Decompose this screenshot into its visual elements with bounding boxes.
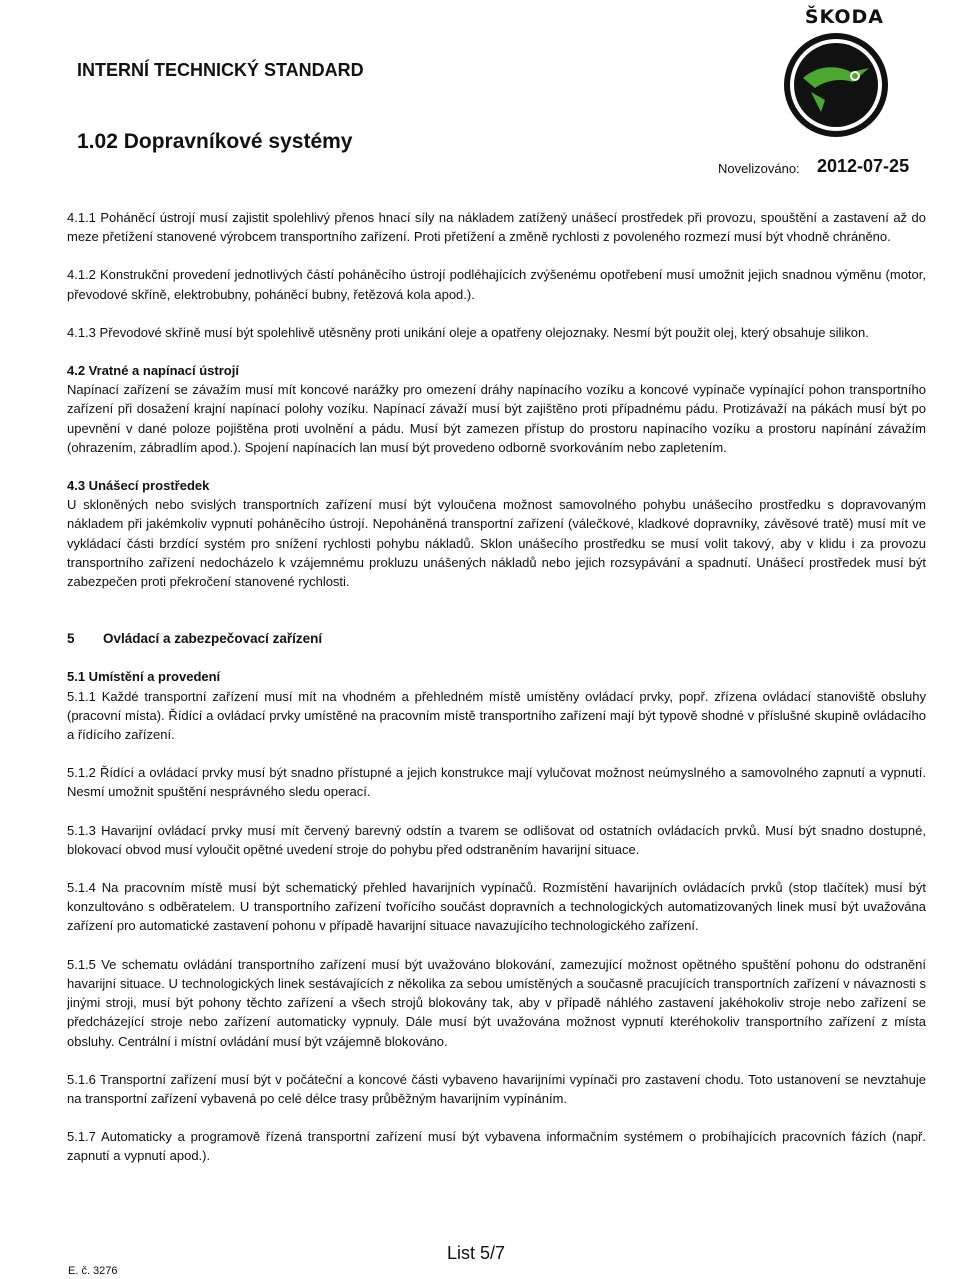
paragraph-5-1-4: 5.1.4 Na pracovním místě musí být schematický přehled havarijních vypínačů. Rozmístění havarijních ovládacích prvků (stop tlačítek) musí být konzultováno s odběratelem. U transportního zařízení tvořícího součást dopravních a technologických automatizovaných linek musí být uvažována zařízení pro automatické zastavení pohonu v případě havarijní situace navazujícího technologického zařízení. (67, 880, 926, 934)
paragraph-5-1-6: 5.1.6 Transportní zařízení musí být v počáteční a koncové části vybaveno havarijními vypínači pro zastavení chodu. Toto ustanovení se nevztahuje na transportní zařízení vybavená po celé délce trasy průběžným havarijním vypínáním. (67, 1071, 926, 1106)
revision-label: Novelizováno: (718, 161, 800, 176)
paragraph-4-3: U skloněných nebo svislých transportních zařízení musí být vyloučena možnost samovolného pohybu unášecího prostředku s dopravovaným nákladem při jakémkoliv vypnutí poháněcího ústrojí. Nepoháněná transportní zařízení (válečkové, kladkové dopravníky, závěsové tratě) musí mít ve vykládací části brzdící systém pro snížení rychlosti pohybu nákladů. Sklon unášecího prostředku se musí volit takový, aby v klidu i za provozu transportního zařízení nedocházelo k vzájemnému prokluzu unášených nákladů nebo jejich rozsypávání a spadnutí. Unášecí prostředek musí být zabezpečen proti překročení stanovené rychlosti. (67, 497, 926, 590)
paragraph-4-1-2: 4.1.2 Konstrukční provedení jednotlivých částí poháněcího ústrojí podléhajících zvýšenému opotřebení musí umožnit jejich snadnou výměnu (motor, převodové skříně, elektrobubny, poháněcí bubny, řetězová kola apod.). (67, 267, 926, 302)
page-number: List 5/7 (447, 1243, 506, 1263)
paragraph-4-2: Napínací zařízení se závažím musí mít koncové narážky pro omezení dráhy napínacího vozíku a koncové vypínače vypínající pohon transportního zařízení při dosažení krajní napínací polohy vozíku. Napínací závaží musí být zajištěno proti případnému pádu. Protizávaží na pákách musí být po upevnění v dané poloze pojištěna proti uvolnění a pádu. Musí být zamezen přístup do prostoru napínacího vozíku a prostoru napínání závažím (ohrazením, zábradlím apod.). Spojení napínacích lan musí být provedeno odborně svorkováním nebo zapletením. (67, 382, 926, 455)
heading-4-2: 4.2 Vratné a napínací ústrojí (67, 363, 239, 379)
standard-title: INTERNÍ TECHNICKÝ STANDARD (77, 60, 364, 80)
heading-4-3: 4.3 Unášecí prostředek (67, 478, 210, 494)
brand-wordmark: ŠKODA (804, 6, 884, 28)
document-number: E. č. 3276 (68, 1265, 118, 1277)
heading-5 (67, 629, 926, 648)
paragraph-5-1-5: 5.1.5 Ve schematu ovládání transportního zařízení musí být uvažováno blokování, zamezující možnost opětného spuštění pohonu do odstranění havarijní situace. U technologických linek sestávajících z několika za sebou umístěných a současně pracujících transportních zařízení v návaznosti s jinými stroji, musí být pohony těchto zařízení a všech strojů blokovány tak, aby v případě náhlého zastavení jakéhokoliv stroje nebo zařízení se předcházející stroje nebo zařízení automaticky vypnuly. Dále musí být uvažována možnost vypnutí kteréhokoliv transportního zařízení z místa obsluhy. Centrální i místní ovládání musí být vzájemně blokováno. (67, 956, 926, 1049)
paragraph-5-1-1: 5.1.1 Každé transportní zařízení musí mít na vhodném a přehledném místě umístěny ovládací prvky, popř. zřízena ovládací stanoviště obsluhy (pracovní místa). Řídící a ovládací prvky umístěné na pracovním místě transportního zařízení mají být typově shodné v příslušné skupině ovládacího a řídícího zařízení. (67, 688, 926, 743)
paragraph-5-1-2: 5.1.2 Řídící a ovládací prvky musí být snadno přístupné a jejich konstrukce mají vylučovat možnost neúmyslného a samovolného zapnutí a vypnutí. Nesmí umožnit spuštění nesprávného sledu operací. (67, 765, 926, 800)
section-title: 1.02 Dopravníkové systémy (77, 130, 353, 153)
paragraph-5-1-7: 5.1.7 Automaticky a programově řízená transportní zařízení musí být vybavena informačním systémem o probíhajících pracovních fázích (např. zapnutí a vypnutí apod.). (67, 1129, 926, 1164)
revision-date: 2012-07-25 (817, 156, 910, 176)
heading-5-title: Ovládací a zabezpečovací zařízení (103, 631, 323, 647)
paragraph-4-1-1: 4.1.1 Poháněcí ústrojí musí zajistit spolehlivý přenos hnací síly na nákladem zatížený unášecí prostředek při provozu, spouštění a zastavení až do meze přetížení stanovené výrobcem transportního zařízení. Proti přetížení a změně rychlosti z povoleného rozmezí musí být vhodně chráněno. (67, 210, 926, 245)
paragraph-5-1-3: 5.1.3 Havarijní ovládací prvky musí mít červený barevný odstín a tvarem se odlišovat od ostatních ovládacích prvků. Musí být snadno dostupné, blokovací obvod musí vyloučit opětné uvedení stroje do pohybu před odstraněním havarijní situace. (67, 822, 926, 857)
skoda-logo-icon (781, 30, 891, 145)
heading-5-number: 5 (67, 631, 75, 647)
document-body (67, 208, 926, 1166)
paragraph-4-1-3: 4.1.3 Převodové skříně musí být spolehlivě utěsněny proti unikání oleje a opatřeny olejoznaky. Nesmí být použit olej, který obsahuje silikon. (67, 324, 869, 340)
heading-5-1: 5.1 Umístění a provedení (67, 669, 221, 685)
